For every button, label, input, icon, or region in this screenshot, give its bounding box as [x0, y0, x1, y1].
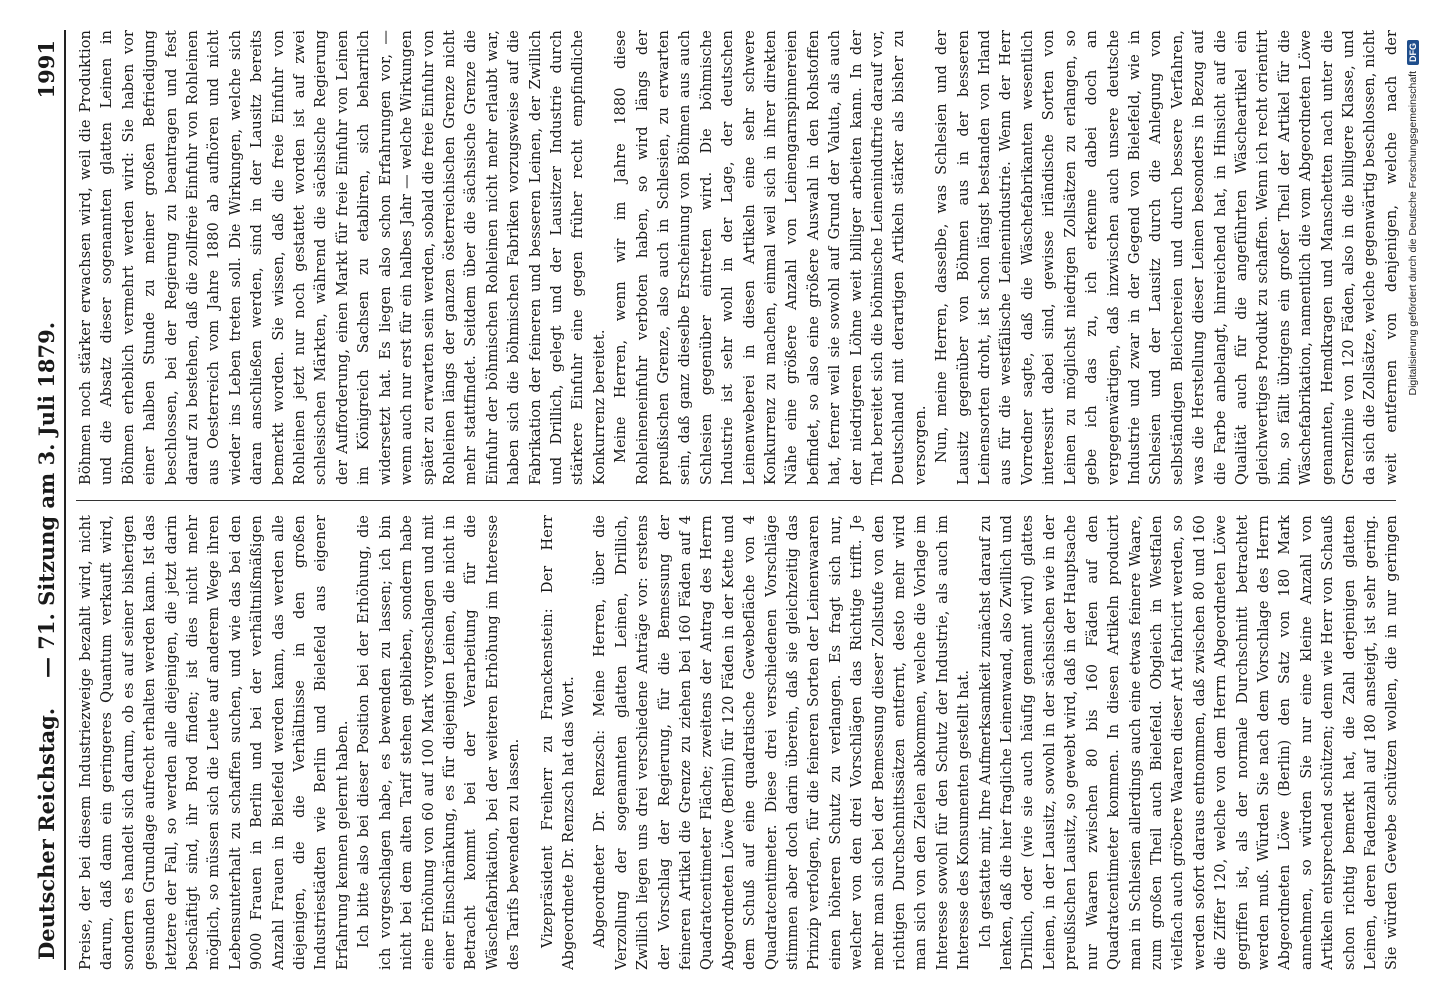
paragraph: Ich gestatte mir, Ihre Aufmerksamkeit zunächst darauf zu lenken, daß die hier fragliche Leinenwand, also Zwillich und Drillich, oder (wie sie auch häufig genannt wird) glattes Leinen, in der Lausitz, sowohl in der sächsischen wie in der preußischen Lausitz, so gewebt wird, daß in der Hauptsache nur Waaren zwischen 80 bis 160 Fäden auf den Quadratcentimeter kommen. In diesen Artikeln producirt man in Schlesien allerdings auch eine etwas feinere Waare, zum großen Theil auch Bielefeld. Obgleich in Westfalen vielfach auch gröbere Waaren dieser Art fabricirt werden, so werden sofort daraus entnommen, daß zwischen 80 und 160 die Ziffer 120, welche von dem Herrn Abgeordneten Löwe gegriffen ist, als der normale Durchschnitt betrachtet werden muß. Würden Sie nach dem Vorschlage des Herrn Abgeordneten Löwe (Berlin) den Satz von 180 Mark annehmen, so würden Sie nur eine kleine Anzahl von Artikeln entsprechend schützen; denn wie Herr von Schauß schon richtig bemerkt hat, die Zahl derjenigen glatten Leinen, deren Fadenzahl auf 180 ansteigt, ist sehr gering. Sie würden Gewebe schützen wollen, die in nur geringen: [977, 515, 1401, 970]
header-title: Deutscher Reichstag.: [34, 707, 59, 960]
header-session: — 71. Sitzung am 3. Juli 1879.: [34, 321, 59, 679]
digitization-credit: [1407, 40, 1427, 940]
paragraph: Meine Herren, wenn wir im Jahre 1880 diese Rohleineneinfuhr verboten haben, so wird längs der preußischen Grenze, also auch in Schlesien, zu erwarten sein, daß ganz dieselbe Erscheinung von Böhmen aus auch Schlesien gegenüber eintreten wird. Die böhmische Industrie ist sehr wohl in der Lage, der deutschen Leinenweberei in diesen Artikeln eine sehr schwere Konkurrenz zu machen, einmal weil sich in ihrer direkten Nähe eine größere Anzahl von Leinengarnspinnereien befindet, so also eine größere Auswahl in den Rohstoffen hat, ferner weil sie sowohl auf Grund der Valuta, als auch der niedrigeren Löhne weit billiger arbeiten kann. In der That bereitet sich die böhmische Leineninduftrie darauf vor, Deutschland mit derartigen Artikeln stärker als bisher zu versorgen.: [613, 30, 929, 485]
paragraph: Böhmen noch stärker erwachsen wird, weil die Produktion und die Absatz dieser sogenannten glatten Leinen in Böhmen erheblich vermehrt werden wird: Sie haben vor einer halben Stunde zu meiner großen Befriedigung beschlossen, bei der Regierung zu beantragen und fest darauf zu bestehen, daß die zollfreie Einfuhr von Rohleinen aus Oesterreich vom Jahre 1880 ab aufhören und nicht wieder ins Leben treten soll. Die Wirkungen, welche sich daran anschließen werden, sind in der Lausitz bereits bemerkt worden. Sie wissen, daß die freie Einfuhr von Rohleinen jetzt nur noch gestattet worden ist auf zwei schlesischen Märkten, während die sächsische Regierung der Aufforderung, einen Markt für freie Einfuhr von Leinen im Königreich Sachsen zu etabliren, sich beharrlich widersetzt hat. Es liegen also schon Erfahrungen vor, — wenn auch nur erst für ein halbes Jahr — welche Wirkungen später zu erwarten sein werden, sobald die freie Einfuhr von Rohleinen längs der ganzen österreichischen Grenze nicht mehr stattfindet. Seitdem über die sächsische Grenze die Einfuhr der böhmischen Rohleinen nicht mehr erlaubt war, haben sich die böhmischen Fabriken vorzugsweise auf die Fabrikation der feineren und besseren Leinen, der Zwillich und Drillich, gelegt und der Lausitzer Industrie durch stärkere Einfuhr eine gegen früher recht empfindliche Konkurrenz bereitet.: [78, 30, 608, 485]
page-header: [26, 30, 66, 970]
speaker-paragraph: Vizepräsident Freiherr zu Franckenstein: Der Herr Abgeordnete Dr. Renzsch hat das Wort.: [539, 515, 577, 970]
right-column: [76, 30, 1401, 485]
dfg-logo: DFG: [1407, 40, 1419, 65]
page-number: 1991: [34, 40, 59, 99]
paragraph: Nun, meine Herren, dasselbe, was Schlesien und der Lausitz gegenüber von Böhmen aus in der besseren Leinensorten droht, ist schon längst bestanden von Irland aus für die westfälische Leinenindustrie. Wenn der Herr Vorredner sagte, daß die Wäschefabrikanten wesentlich interessirt dabei sind, gewisse irländische Sorten von Leinen zu möglichst niedrigen Zollsätzen zu erlangen, so gebe ich das zu, ich erkenne dabei doch an vergegenwärtigen, daß inzwischen auch unsere deutsche Industrie und zwar in der Gegend von Bielefeld, wie in Schlesien und der Lausitz durch die Anlegung von selbständigen Bleichereien und durch bessere Verfahren, was die Herstellung dieser Leinen besonders in Bezug auf die Farbe anbelangt, hinreichend hat, in Hinsicht auf die Qualität auch für die angeführten Wäscheartikel ein gleichwertiges Produkt zu schaffen. Wenn ich recht orientirt bin, so fällt übrigens ein großer Theil der Artikel für die Wäschefabrikation, namentlich die vom Abgeordneten Löwe genannten, Hemdkragen und Manschetten nach unter die Grenzlinie von 120 Fäden, also in die billigere Klasse, und da sich die Zollsätze, welche gegenwärtig beschlossen, nicht weit entfernen von denjenigen, welche nach der: [934, 30, 1400, 485]
document-page: [26, 30, 1406, 970]
paragraph: Preise, der bei diesem Industriezweige bezahlt wird, nicht darum, daß dann ein geringeres Quantum verkauft wird, sondern es handelt sich darum, ob es auf seiner bisherigen gesunden Grundlage aufrecht erhalten werden kann. Ist das letztere der Fall, so werden alle diejenigen, die jetzt darin beschäftigt sind, ihr Brod finden; ist dies nicht mehr möglich, so müssen sich die Leute auf anderem Wege ihren Lebensunterhalt zu schaffen suchen, und wie das bei den 9000 Frauen in Berlin und bei der verhältnißmäßigen Anzahl Frauen in Bielefeld werden kann, das werden alle diejenigen, die die Verhältnisse in den großen Industriestädten wie Berlin und Bielefeld aus eigener Erfahrung kennen gelernt haben.: [78, 515, 351, 970]
paragraph: Ich bitte also bei dieser Position bei der Erhöhung, die ich vorgeschlagen habe, es bewenden zu lassen; ich bin nicht bei dem alten Tarif stehen geblieben, sondern habe eine Erhöhung von 60 auf 100 Mark vorgeschlagen und mit einer Einschränkung, es für diejenigen Leinen, die nicht in Betracht kommt bei der Verarbeitung für die Wäschefabrikation, bei der weiteren Erhöhung im Interesse des Tarifs bewenden zu lassen.: [356, 515, 523, 970]
paragraph: Abgeordneter Dr. Renzsch: Meine Herren, über die Verzollung der sogenannten glatten Leinen, Drillich, Zwillich liegen uns drei verschiedene Anträge vor: erstens der Vorschlag der Regierung, für die Bemessung der feineren Artikel die Grenze zu ziehen bei 160 Fäden auf 4 Quadratcentimeter Fläche; zweitens der Antrag des Herrn Abgeordneten Löwe (Berlin) für 120 Fäden in der Kette und dem Schuß auf eine quadratische Gewebefläche von 4 Quadratcentimeter. Diese drei verschiedenen Vorschläge stimmen aber doch darin überein, daß sie gleichzeitig das Prinzip verfolgen, für die feineren Sorten der Leinenwaaren einen höheren Schutz zu verlangen. Es fragt sich nur, welcher von den drei Vorschlägen das Richtige trifft. Je mehr man sich bei der Bemessung dieser Zollstufe von den richtigen Durchschnittssätzen entfernt, desto mehr wird man sich von den Zielen abkommen, welche die Vorlage im Interesse sowohl für den Schutz der Industrie, als auch im Interesse des Konsumenten gestellt hat.: [592, 515, 973, 970]
column-divider: [76, 500, 1396, 501]
credit-text: Digitalisierung gefördert durch die Deutsche Forschungsgemeinschaft: [1407, 71, 1419, 396]
left-column: [76, 515, 1401, 970]
